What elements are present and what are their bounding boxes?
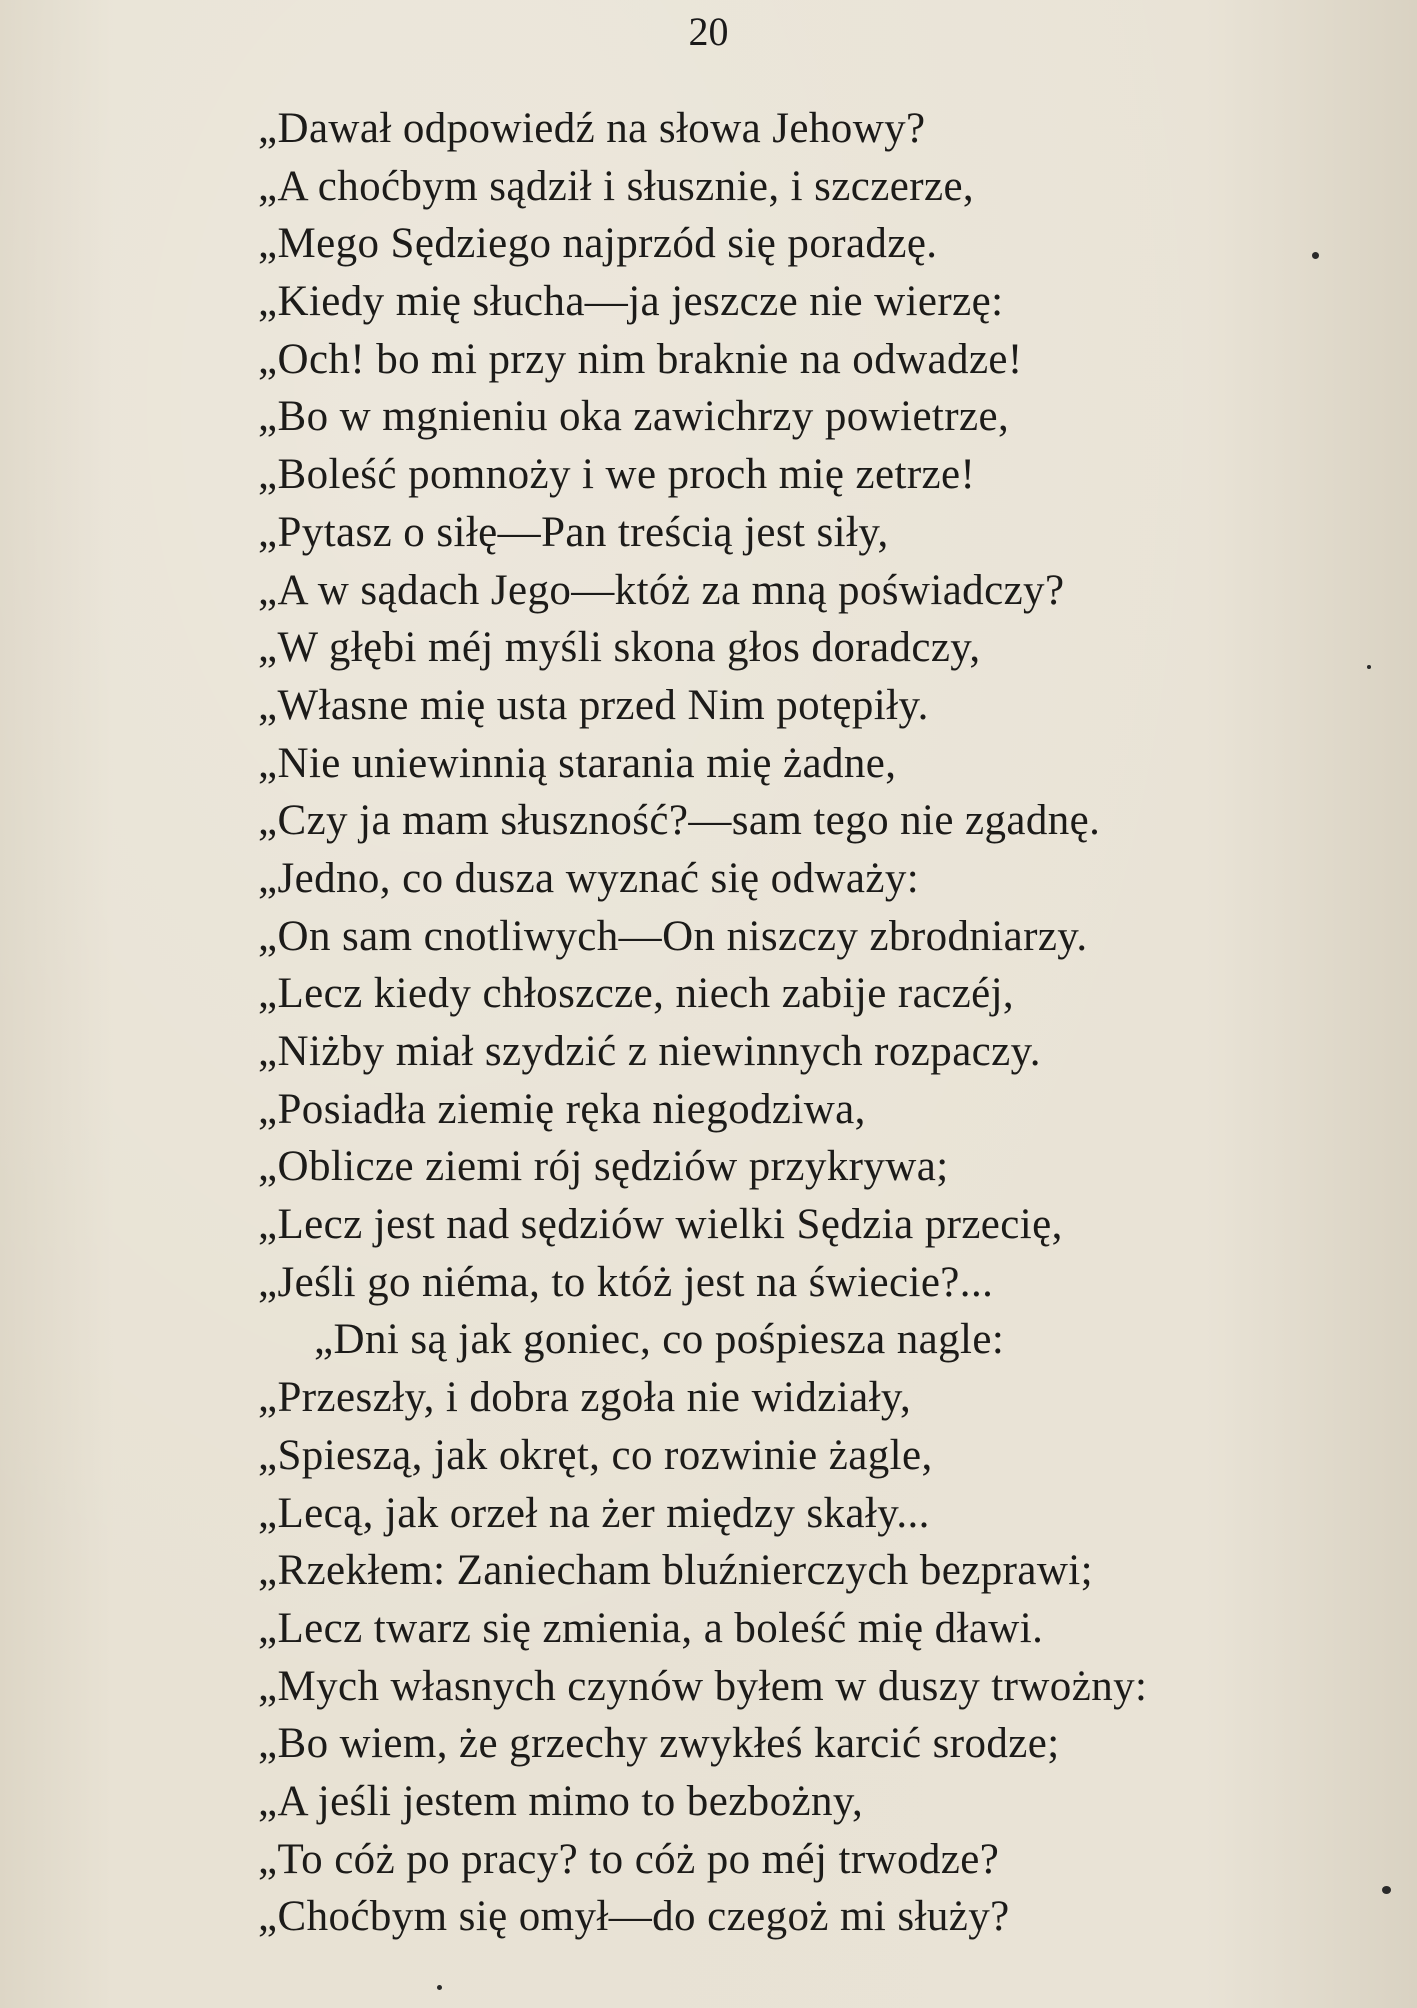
poem-line: „On sam cnotliwych—On niszczy zbrodniarzy.	[258, 912, 1088, 960]
ink-speck	[1367, 665, 1371, 669]
poem-line: „Dawał odpowiedź na słowa Jehowy?	[258, 105, 926, 152]
poem-line: „Lecą, jak orzeł na żer między skały...	[258, 1489, 930, 1537]
poem-line: „Jedno, co dusza wyznać się odważy:	[258, 854, 920, 902]
poem-line: „Kiedy mię słucha—ja jeszcze nie wierzę:	[258, 278, 1004, 326]
poem-line: „Lecz kiedy chłoszcze, niech zabije raczéj,	[258, 970, 1015, 1018]
poem-line: „Rzekłem: Zaniecham bluźnierczych bezprawi;	[258, 1547, 1093, 1595]
poem-line: „Własne mię usta przed Nim potępiły.	[258, 681, 929, 729]
poem-line: „Niżby miał szydzić z niewinnych rozpaczy.	[258, 1028, 1041, 1075]
poem-text	[258, 100, 1378, 1946]
page-number: 20	[688, 9, 729, 54]
poem-line: „Bo w mgnieniu oka zawichrzy powietrze,	[258, 393, 1010, 441]
poem-line: „Oblicze ziemi rój sędziów przykrywa;	[258, 1143, 949, 1191]
ink-speck	[1382, 1886, 1391, 1894]
poem-line: „Spieszą, jak okręt, co rozwinie żagle,	[258, 1431, 933, 1479]
poem-line: „To cóż po pracy? to cóż po méj trwodze?	[258, 1835, 1000, 1883]
poem-line: „Pytasz o siłę—Pan treścią jest siły,	[258, 508, 889, 556]
ink-speck	[437, 1985, 442, 1990]
poem-line: „A w sądach Jego—któż za mną poświadczy?	[258, 566, 1065, 614]
poem-line: „Choćbym się omył—do czegoż mi służy?	[258, 1893, 1010, 1941]
ink-speck	[1312, 252, 1319, 259]
poem-line: „Czy ja mam słuszność?—sam tego nie zgadnę.	[258, 797, 1101, 845]
poem-line: „Bo wiem, że grzechy zwykłeś karcić srodze;	[258, 1720, 1060, 1768]
poem-line: „A jeśli jestem mimo to bezbożny,	[258, 1777, 864, 1825]
poem-line: „Lecz twarz się zmienia, a boleść mię dławi.	[258, 1604, 1044, 1652]
poem-line: „Mego Sędziego najprzód się poradzę.	[258, 220, 938, 268]
poem-line: „Jeśli go niéma, to któż jest na świecie?...	[258, 1258, 994, 1306]
poem-line: „Nie uniewinnią starania mię żadne,	[258, 739, 897, 787]
poem-line: „Lecz jest nad sędziów wielki Sędzia przecię,	[258, 1201, 1063, 1249]
poem-line: „Mych własnych czynów byłem w duszy trwożny:	[258, 1662, 1148, 1710]
poem-line: „A choćbym sądził i słusznie, i szczerze,	[258, 162, 975, 210]
poem-line: „Dni są jak goniec, co pośpiesza nagle:	[314, 1316, 1005, 1364]
poem-line: „Boleść pomnoży i we proch mię zetrze!	[258, 451, 976, 499]
poem-line: „Och! bo mi przy nim braknie na odwadze!	[258, 335, 1023, 383]
poem-line: „Posiadła ziemię ręka niegodziwa,	[258, 1085, 866, 1133]
poem-line: „W głębi méj myśli skona głos doradczy,	[258, 624, 981, 672]
poem-line: „Przeszły, i dobra zgoła nie widziały,	[258, 1374, 912, 1422]
